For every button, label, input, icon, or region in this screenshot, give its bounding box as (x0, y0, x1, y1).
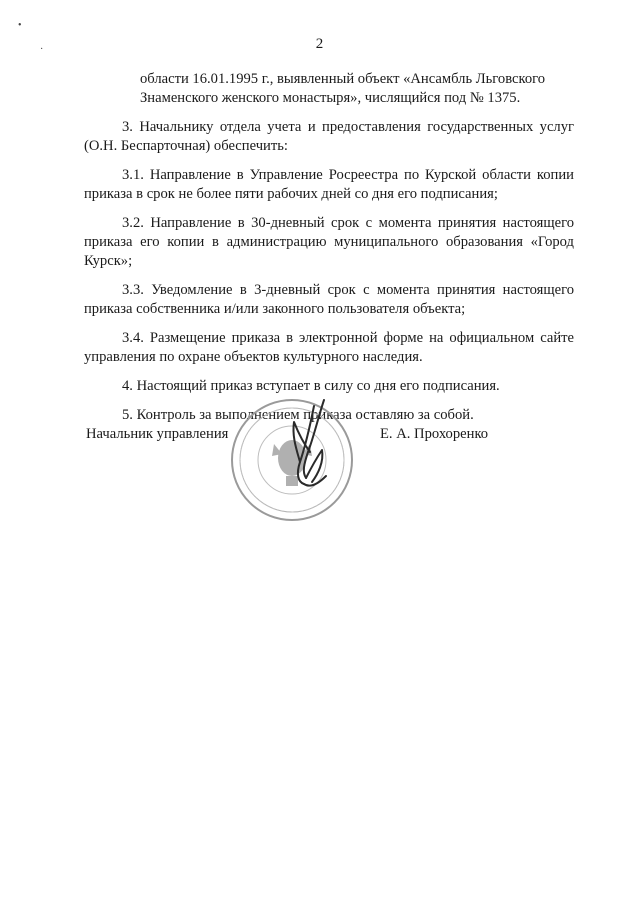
document-body (84, 70, 574, 425)
page-number: 2 (315, 36, 324, 52)
signature-name: Е. А. Прохоренко (380, 426, 489, 442)
paragraph-continuation: области 16.01.1995 г., выявленный объект «Ансамбль Льговского Знаменского женского монастыря», числящийся под № 1375. (140, 71, 546, 106)
paragraph-item-3-1: 3.1. Направление в Управление Росреестра по Курской области копии приказа в срок не более пяти рабочих дней со дня его подписания; (84, 167, 574, 202)
signature-position: Начальник управления (86, 426, 229, 442)
paragraph-item-3-4: 3.4. Размещение приказа в электронной форме на официальном сайте управления по охране объектов культурного наследия. (84, 330, 574, 365)
paragraph-item-5: 5. Контроль за выполнением приказа оставляю за собой. (122, 407, 474, 423)
paragraph-item-3-2: 3.2. Направление в 30-дневный срок с момента принятия настоящего приказа его копии в администрацию муниципального образования «Город Курск»; (84, 215, 574, 269)
paragraph-item-3-3: 3.3. Уведомление в 3-дневный срок с момента принятия настоящего приказа собственника и/или законного пользователя объекта; (84, 282, 574, 317)
official-stamp-seal (226, 392, 366, 524)
scan-artifact: • (18, 20, 22, 31)
paragraph-item-3: 3. Начальнику отдела учета и предоставления государственных услуг (О.Н. Беспарточная) обеспечить: (84, 119, 574, 154)
paragraph-item-4: 4. Настоящий приказ вступает в силу со дня его подписания. (122, 378, 500, 394)
scan-artifact: · (40, 44, 44, 55)
